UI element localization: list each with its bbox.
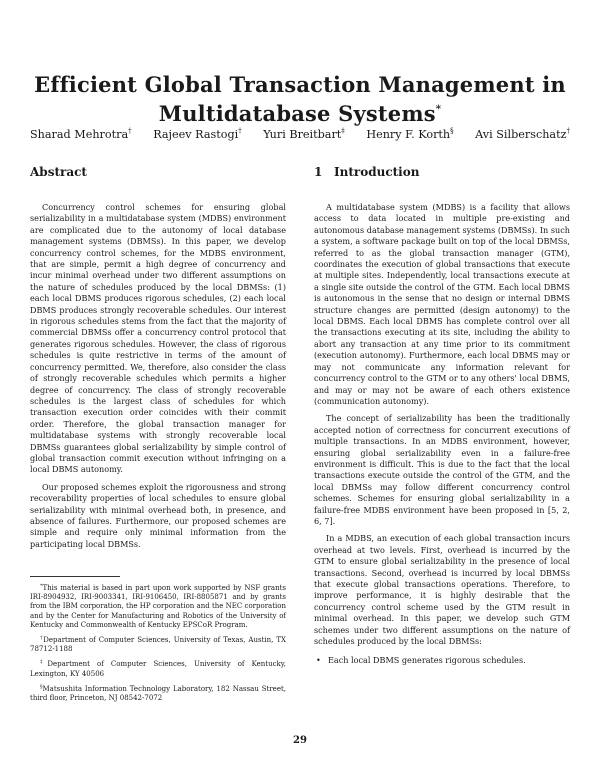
page-number: 29 (293, 735, 307, 746)
abstract-heading: Abstract (30, 165, 87, 179)
author-mark: † (128, 127, 132, 135)
footnote-divider (30, 576, 120, 577)
title-line-2-text: Multidatabase Systems (158, 101, 436, 126)
intro-paragraph-2: The concept of serializability has been the traditionally accepted notion of correctness for concurrent executions of multiple transactions. In an MDBS environment, however, ensuring global serializability even in a failure-free environment is difficult. This is due to the fact that the local transactions execute outside the control of the GTM, and the local DBMSs may follow different concurrency control schemes. Schemes for ensuring global serializability in a failure-free MDBS environment have been proposed in [5, 2, 6, 7]. (314, 413, 570, 526)
intro-bullet-1 (314, 655, 570, 666)
footnote-affiliation-texas (30, 634, 286, 654)
bullet-text: Each local DBMS generates rigorous schedules. (328, 655, 526, 666)
author-list (30, 127, 570, 141)
author (153, 127, 242, 141)
author (366, 127, 453, 141)
paper-title (0, 72, 600, 126)
footnote-affiliation-matsushita (30, 683, 286, 703)
author-name: Sharad Mehrotra (30, 128, 129, 141)
footnote-mark: * (40, 583, 43, 589)
author-name: Henry F. Korth (366, 128, 451, 141)
author-name: Avi Silberschatz (475, 128, 567, 141)
title-line-2 (0, 97, 600, 126)
title-footnote-mark: * (435, 104, 442, 115)
author (30, 127, 132, 141)
footnote-text: Department of Computer Sciences, University of Texas, Austin, TX 78712-1188 (30, 636, 287, 654)
intro-paragraph-1: A multidatabase system (MDBS) is a facility that allows access to data located in multiple pre-existing and autonomous database management systems (DBMSs). In such a system, a software package built on top of the local DBMSs, referred to as the global transaction manager (GTM), coordinates the execution of global transactions that execute at multiple sites. Independently, local transactions execute at a single site outside the control of the GTM. Each local DBMS is autonomous in the sense that no design or internal DBMS structure changes are permitted (design autonomy) to the local DBMS. Each local DBMS has complete control over all the transactions executing at its site, including the ability to abort any transaction at any time prior to its commitment (execution autonomy). Furthermore, each local DBMS may or may not communicate any information relevant for concurrency control to the GTM or to any others' local DBMS, and may or may not be aware of each others existence (communication autonomy). (314, 202, 570, 406)
abstract-paragraph-2: Our proposed schemes exploit the rigorousness and strong recoverability properties of local schedules to ensure global serializability with minimal overhead both, in presence, and absence of failures. Furthermore, our proposed schemes are simple and require only minimal information from the participating local DBMSs. (30, 481, 286, 549)
author-mark: † (238, 127, 242, 135)
author-mark: § (450, 127, 454, 135)
footnote-text: This material is based in part upon work supported by NSF grants IRI-8904932, IRI-9003341, IRI-9106450, IRI-8805871 and by grants from the IBM corporation, the HP corporation and the NEC corporation and by the Center for Manufacturing and Robotics of the University of Kentucky and Commonwealth of Kentucky EPSCoR Program. (30, 584, 286, 629)
author-name: Rajeev Rastogi (153, 128, 239, 141)
author (263, 127, 345, 141)
footnote-mark: ‡ (40, 659, 48, 666)
footnote-funding (30, 582, 286, 630)
footnotes (30, 582, 286, 707)
introduction-section (314, 164, 570, 667)
footnote-text: Department of Computer Sciences, University of Kentucky, Lexington, KY 40506 (30, 660, 287, 678)
footnote-mark: § (40, 683, 43, 690)
footnote-affiliation-kentucky (30, 658, 286, 678)
footnote-text: Matsushita Information Technology Laboratory, 182 Nassau Street, third floor, Princeton, NJ 08542-7072 (30, 684, 286, 703)
author-mark: ‡ (341, 127, 345, 135)
author (475, 127, 570, 141)
intro-paragraph-3: In a MDBS, an execution of each global transaction incurs overhead at two levels. First, overhead is incurred by the GTM to ensure global serializability in the presence of local transactions. Second, overhead is incurred by local DBMSs that execute global transactions operations. Therefore, to improve performance, it is highly desirable that the concurrency control scheme used by the GTM result in minimal overhead. In this paper, we develop such GTM schemes under two different assumptions on the nature of schedules produced by the local DBMSs: (314, 533, 570, 647)
bullet-symbol: • (316, 655, 321, 666)
title-line-1: Efficient Global Transaction Management in (34, 72, 566, 97)
section-number: 1 (314, 165, 323, 179)
abstract-paragraph-1: Concurrency control schemes for ensuring global serializability in a multidatabase system (MDBS) environment are complicated due to the autonomy of local database management systems (DBMSs). In this paper, we develop concurrency control schemes, for the MDBS environment, that are simple, permit a high degree of concurrency and incur minimal overhead under two different assumptions on the nature of schedules produced by the local DBMSs: (1) each local DBMS produces rigorous schedules, (2) each local DBMS produces strongly recoverable schedules. Our interest in rigorous schedules stems from the fact that the majority of commercial DBMSs offer a concurrency control protocol that generates rigorous schedules. However, the class of rigorous schedules is quite restrictive in terms of the amount of concurrency permitted. We, therefore, also consider the class of strongly recoverable schedules which permits a higher degree of concurrency. The class of strongly recoverable schedules is the largest class of schedules for which transaction execution order coincides with their commit order. Therefore, the global transaction manager for multidatabase systems with strongly recoverable local DBMSs guarantees global serializability by simple control of global transaction commit execution without infringing on a local DBMS autonomy. (30, 202, 286, 475)
abstract-section (30, 164, 286, 550)
author-name: Yuri Breitbart (263, 128, 342, 141)
section-title: Introduction (334, 165, 420, 179)
introduction-heading (314, 164, 570, 180)
footnote-mark: † (40, 635, 44, 642)
author-mark: † (566, 127, 570, 135)
